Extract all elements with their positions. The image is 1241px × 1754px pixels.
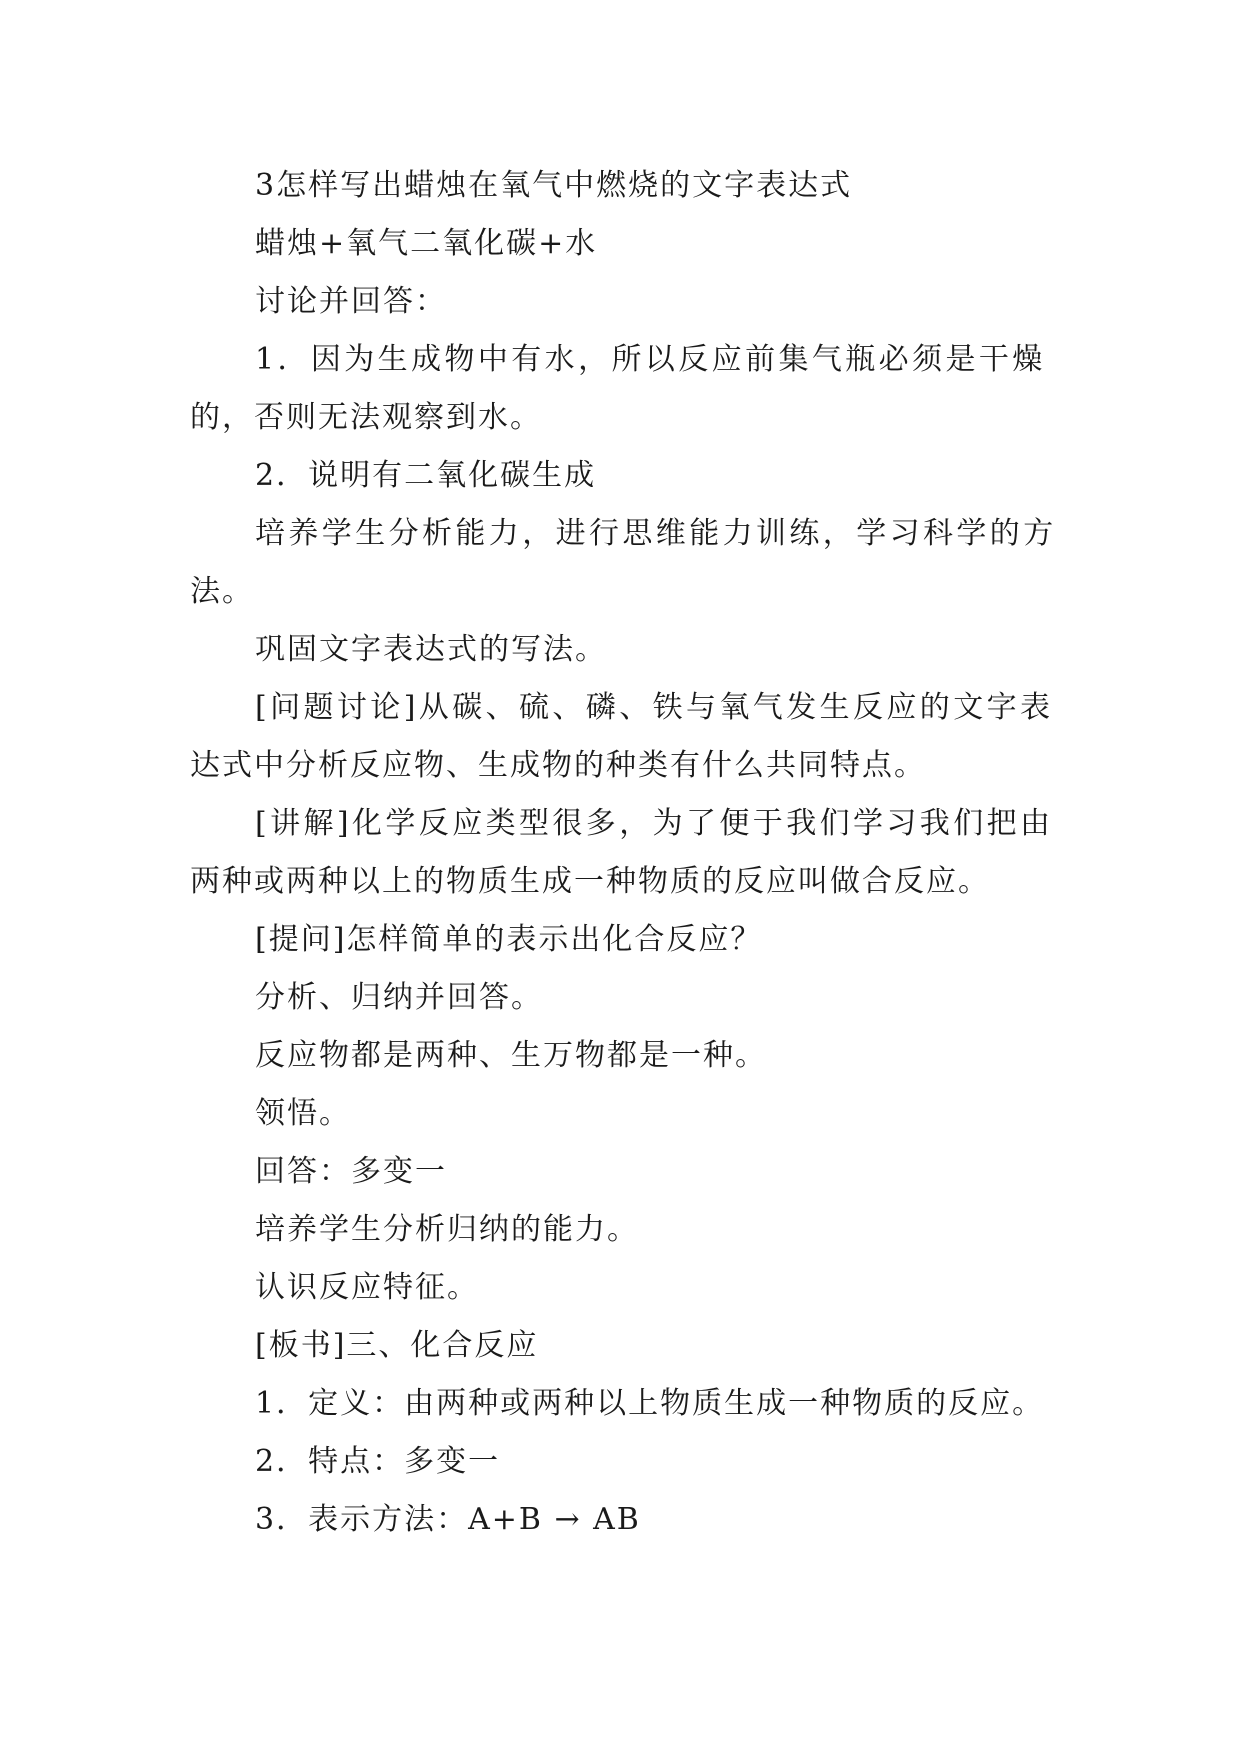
text-line: 认识反应特征。 [255, 1270, 479, 1305]
text-line: 培养学生分析能力，进行思维能力训练，学习科学的方 [255, 516, 1057, 551]
text-line: [问题讨论]从碳、硫、磷、铁与氧气发生反应的文字表 [255, 690, 1054, 725]
text-line: 蜡烛+氧气二氧化碳+水 [255, 226, 598, 261]
text-line: 回答：多变一 [255, 1154, 447, 1189]
text-line: 达式中分析反应物、生成物的种类有什么共同特点。 [190, 748, 926, 783]
text-line: 培养学生分析归纳的能力。 [255, 1212, 639, 1247]
text-line: 反应物都是两种、生万物都是一种。 [255, 1038, 767, 1073]
text-line: 领悟。 [255, 1096, 351, 1131]
text-line: 讨论并回答： [255, 284, 447, 319]
text-line: 的，否则无法观察到水。 [190, 400, 542, 435]
text-line: 法。 [190, 574, 254, 609]
text-line: 3．表示方法：A+B → AB [255, 1502, 641, 1537]
text-line: 两种或两种以上的物质生成一种物质的反应叫做合反应。 [190, 864, 990, 899]
text-line: 2．特点：多变一 [255, 1444, 501, 1479]
text-line: [板书]三、化合反应 [255, 1328, 539, 1363]
text-line: 1．定义：由两种或两种以上物质生成一种物质的反应。 [255, 1386, 1045, 1421]
text-line: 1．因为生成物中有水，所以反应前集气瓶必须是干燥 [255, 342, 1046, 377]
text-line: 3怎样写出蜡烛在氧气中燃烧的文字表达式 [255, 168, 853, 203]
text-line: 巩固文字表达式的写法。 [255, 632, 607, 667]
text-line: 分析、归纳并回答。 [255, 980, 543, 1015]
text-line: 2．说明有二氧化碳生成 [255, 458, 597, 493]
text-line: [提问]怎样简单的表示出化合反应？ [255, 922, 763, 957]
text-line: [讲解]化学反应类型很多，为了便于我们学习我们把由 [255, 806, 1054, 841]
